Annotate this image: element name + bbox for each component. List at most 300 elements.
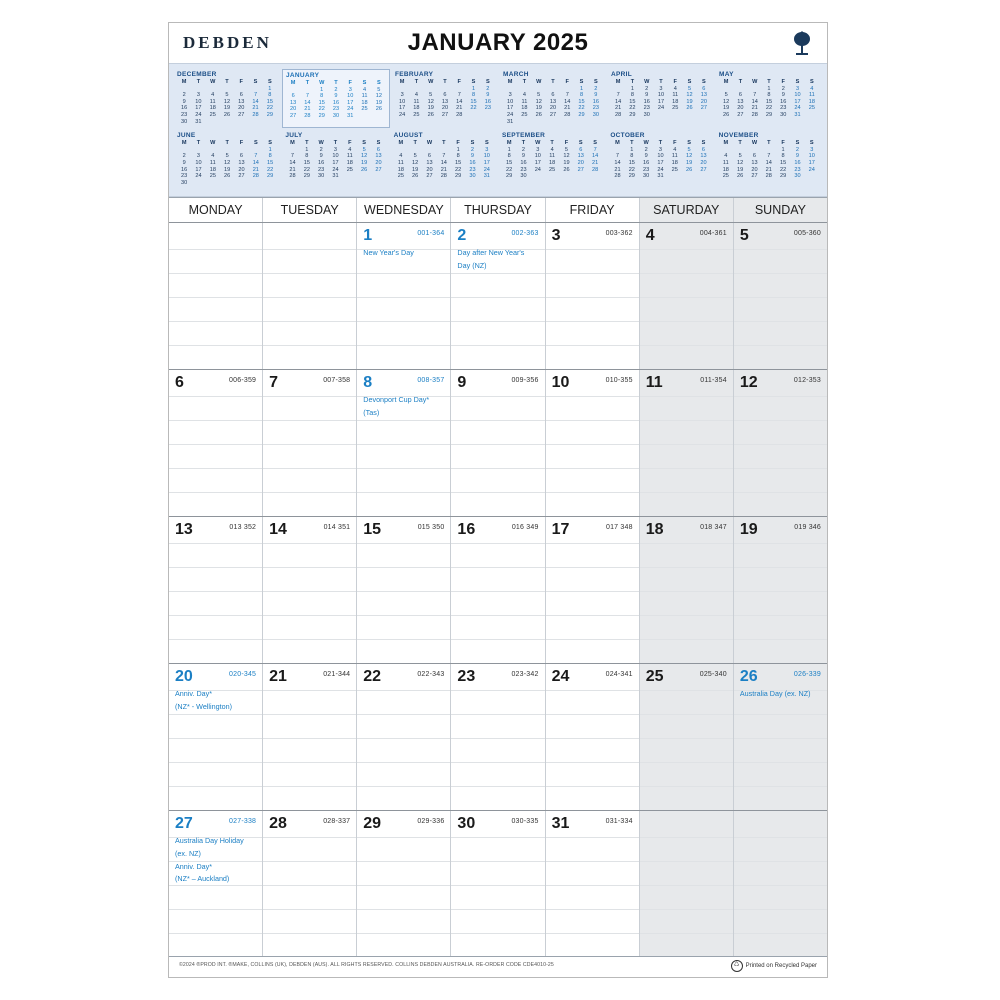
mini-day-cell: 28 <box>252 111 259 118</box>
mini-day-cell <box>191 86 205 93</box>
day-cell-7[interactable] <box>263 370 357 516</box>
mini-day-cell: 23 <box>520 166 527 173</box>
mini-day-cell <box>234 147 248 154</box>
mini-day-cell: 2 <box>182 153 186 160</box>
mini-day-cell: 4 <box>211 92 215 99</box>
mini-day-cell: 29 <box>267 173 274 180</box>
mini-day-cell: 10 <box>794 92 801 99</box>
mini-calendar-month-label: NOVEMBER <box>718 132 759 140</box>
mini-calendar-june <box>174 130 280 189</box>
mini-day-cell: 23 <box>469 166 476 173</box>
mini-weekday-initial: W <box>210 140 216 147</box>
mini-day-cell: 16 <box>469 159 476 166</box>
mini-day-cell: 26 <box>224 173 231 180</box>
mini-day-cell: 30 <box>643 173 650 180</box>
julian-day-count: 030-335 <box>511 818 539 826</box>
mini-day-cell: 17 <box>195 105 202 112</box>
mini-day-cell: 27 <box>426 173 433 180</box>
mini-day-cell: 25 <box>521 111 528 118</box>
mini-day-cell <box>248 86 262 93</box>
day-number: 5 <box>739 227 749 245</box>
mini-day-cell: 22 <box>470 105 477 112</box>
mini-day-cell: 15 <box>455 159 462 166</box>
julian-day-count: 011-354 <box>700 377 727 385</box>
mini-day-cell <box>409 86 423 93</box>
day-number: 22 <box>363 668 382 686</box>
mini-day-cell: 5 <box>225 153 229 160</box>
mini-day-cell: 19 <box>361 159 368 166</box>
mini-calendar-month-label: MAY <box>719 71 734 78</box>
day-cell-6[interactable] <box>169 370 263 516</box>
mini-day-cell <box>747 147 761 154</box>
weekday-header-tuesday: TUESDAY <box>263 198 357 222</box>
day-cell-19[interactable] <box>734 517 827 663</box>
mini-day-cell <box>545 173 559 180</box>
mini-day-cell <box>682 173 696 180</box>
mini-calendar-table <box>394 140 494 180</box>
day-number: 18 <box>645 521 664 539</box>
mini-day-cell: 17 <box>483 159 490 166</box>
mini-day-cell: 17 <box>195 166 202 173</box>
mini-weekday-initial: T <box>443 79 447 85</box>
mini-weekday-initial: F <box>457 79 461 85</box>
mini-day-cell: 5 <box>738 153 742 160</box>
mini-day-cell: 14 <box>751 98 758 105</box>
julian-day-count: 023-342 <box>511 671 539 679</box>
mini-day-cell: 26 <box>361 166 368 173</box>
mini-day-cell <box>610 147 624 154</box>
mini-day-cell: 1 <box>268 146 272 153</box>
event-list <box>363 247 446 260</box>
mini-day-cell: 14 <box>564 98 571 105</box>
day-cell-22[interactable] <box>357 664 451 810</box>
mini-day-cell: 7 <box>253 92 258 99</box>
day-number: 16 <box>457 521 476 539</box>
month-grid <box>169 222 827 957</box>
week-row <box>169 810 827 957</box>
mini-day-cell <box>532 86 546 93</box>
mini-day-cell: 3 <box>795 85 800 92</box>
mini-day-cell: 9 <box>644 153 648 160</box>
mini-day-cell: 4 <box>724 153 728 160</box>
mini-weekday-initial: M <box>723 140 729 147</box>
mini-day-cell: 19 <box>686 159 693 166</box>
mini-day-cell: 17 <box>794 98 801 105</box>
mini-day-cell: 26 <box>427 111 434 118</box>
mini-day-cell <box>611 86 625 93</box>
mini-day-cell: 13 <box>238 98 245 105</box>
mini-day-cell: 6 <box>291 93 295 100</box>
mini-day-cell: 21 <box>289 166 296 173</box>
mini-day-cell: 10 <box>507 98 514 105</box>
event-label: (Tas) <box>363 407 380 417</box>
day-cell-21[interactable] <box>263 664 357 810</box>
mini-weekday-initial: M <box>290 80 296 86</box>
mini-day-cell: 2 <box>795 146 799 153</box>
day-cell-2[interactable] <box>451 223 545 369</box>
mini-weekday-initial: W <box>210 79 216 85</box>
mini-day-cell <box>668 112 682 119</box>
mini-day-cell: 30 <box>794 173 801 180</box>
mini-day-cell: 25 <box>346 166 353 173</box>
mini-day-cell: 8 <box>305 153 309 160</box>
calendar-header <box>169 23 827 63</box>
mini-day-cell: 7 <box>616 92 620 99</box>
mini-day-cell: 23 <box>181 173 188 180</box>
mini-day-cell: 11 <box>671 153 678 160</box>
mini-day-cell: 19 <box>737 166 744 173</box>
mini-weekday-initial: M <box>290 140 295 147</box>
mini-day-cell: 14 <box>615 98 622 105</box>
mini-day-cell: 6 <box>702 85 706 92</box>
day-number: 6 <box>175 374 184 392</box>
mini-day-cell: 22 <box>765 105 773 112</box>
mini-weekday-initial: T <box>767 79 771 85</box>
julian-day-count: 013 352 <box>229 524 257 532</box>
day-cell-1[interactable] <box>357 223 451 369</box>
mini-weekday-initial: F <box>564 140 569 147</box>
year-overview <box>169 63 827 197</box>
mini-calendar-april <box>608 69 714 128</box>
mini-day-cell: 12 <box>223 98 231 105</box>
julian-day-count: 027-338 <box>229 818 257 826</box>
mini-day-cell: 17 <box>657 159 664 166</box>
mini-day-cell: 26 <box>737 173 744 180</box>
week-row <box>169 516 827 663</box>
mini-day-cell: 22 <box>780 166 787 173</box>
mini-day-cell: 6 <box>443 92 447 99</box>
recycled-paper-note <box>731 960 817 972</box>
julian-day-count: 001-364 <box>417 230 445 238</box>
recycle-icon: ♺ <box>731 960 743 972</box>
day-number: 2 <box>457 227 467 245</box>
mini-weekday-initial: W <box>752 79 758 85</box>
mini-day-cell: 30 <box>181 179 188 186</box>
mini-day-cell: 21 <box>440 166 447 173</box>
day-cell-24[interactable] <box>546 664 640 810</box>
day-cell-16[interactable] <box>451 517 545 663</box>
mini-day-cell: 12 <box>361 153 368 160</box>
mini-day-cell: 10 <box>534 153 541 160</box>
julian-day-count: 031-334 <box>605 818 633 826</box>
mini-day-cell: 27 <box>577 166 584 173</box>
mini-day-cell: 27 <box>549 111 557 118</box>
mini-day-cell: 2 <box>182 92 186 99</box>
mini-day-cell: 25 <box>413 111 420 118</box>
day-cell-3[interactable] <box>546 223 640 369</box>
mini-day-cell: 20 <box>441 105 449 112</box>
weekday-header-saturday: SATURDAY <box>640 198 734 222</box>
mini-day-cell: 23 <box>780 105 787 112</box>
mini-day-cell: 1 <box>579 85 584 92</box>
mini-day-cell <box>589 119 603 126</box>
mini-day-cell: 7 <box>442 153 446 160</box>
event-list <box>175 688 258 713</box>
day-cell-26[interactable] <box>734 664 827 810</box>
mini-day-cell <box>285 147 299 154</box>
julian-day-count: 017 348 <box>605 524 633 532</box>
mini-day-cell: 17 <box>534 159 541 166</box>
mini-day-cell <box>206 119 220 126</box>
mini-day-cell <box>343 173 357 180</box>
day-cell-14[interactable] <box>263 517 357 663</box>
mini-weekday-initial: S <box>485 79 490 85</box>
mini-day-cell: 29 <box>765 111 773 118</box>
mini-weekday-initial: S <box>687 140 691 147</box>
mini-day-cell: 31 <box>657 173 664 180</box>
mini-day-cell: 17 <box>808 159 815 166</box>
mini-day-cell: 10 <box>195 159 202 166</box>
mini-day-cell: 16 <box>520 159 527 166</box>
day-cell-5[interactable] <box>734 223 827 369</box>
mini-weekday-initial: W <box>643 140 649 147</box>
mini-day-cell: 4 <box>399 153 403 160</box>
mini-day-cell: 4 <box>810 85 814 92</box>
mini-weekday-initial: M <box>181 79 187 85</box>
mini-day-cell: 8 <box>320 93 324 100</box>
day-cell-4[interactable] <box>640 223 734 369</box>
mini-day-cell <box>805 173 819 180</box>
mini-day-cell: 12 <box>563 153 570 160</box>
mini-day-cell: 24 <box>808 166 815 173</box>
mini-day-cell: 6 <box>376 146 381 153</box>
mini-day-cell: 15 <box>318 99 325 106</box>
mini-day-cell: 28 <box>304 112 311 119</box>
mini-day-cell: 23 <box>592 105 599 112</box>
mini-day-cell: 3 <box>196 92 200 99</box>
day-cell-11[interactable] <box>640 370 734 516</box>
mini-day-cell: 2 <box>334 86 338 93</box>
day-cell-20[interactable] <box>169 664 263 810</box>
mini-day-cell: 30 <box>643 111 650 118</box>
mini-day-cell <box>559 173 573 180</box>
mini-day-cell: 5 <box>564 146 569 153</box>
mini-day-cell: 3 <box>536 146 540 153</box>
mini-day-cell: 11 <box>521 98 528 105</box>
mini-weekday-initial: S <box>593 79 598 85</box>
mini-day-cell: 21 <box>615 105 622 112</box>
mini-day-cell: 26 <box>686 105 693 112</box>
mini-day-cell: 10 <box>195 98 202 105</box>
mini-day-cell: 15 <box>628 159 635 166</box>
mini-day-cell <box>532 119 546 126</box>
mini-day-cell: 18 <box>361 99 368 106</box>
mini-calendar-august <box>391 130 497 189</box>
mini-day-cell: 29 <box>506 173 513 180</box>
mini-day-cell: 17 <box>399 105 406 112</box>
mini-day-cell <box>719 86 733 93</box>
day-number: 1 <box>363 227 373 245</box>
mini-day-cell: 11 <box>209 159 216 166</box>
mini-calendar-month-label: MARCH <box>503 71 529 78</box>
mini-day-cell: 20 <box>751 166 758 173</box>
mini-day-cell: 19 <box>375 99 382 106</box>
day-number: 31 <box>551 815 570 833</box>
day-cell-25[interactable] <box>640 664 734 810</box>
mini-day-cell: 25 <box>397 173 404 180</box>
day-cell-9[interactable] <box>451 370 545 516</box>
day-number: 28 <box>269 815 287 833</box>
mini-day-cell: 8 <box>471 92 476 99</box>
mini-day-cell: 5 <box>537 92 541 99</box>
mini-day-cell <box>300 87 314 94</box>
mini-day-cell <box>371 173 385 180</box>
mini-day-cell: 22 <box>266 105 273 112</box>
julian-day-count: 025-340 <box>699 671 727 679</box>
day-cell-empty[interactable] <box>734 811 827 957</box>
day-cell-27[interactable] <box>169 811 263 957</box>
mini-calendar-table <box>719 79 819 119</box>
mini-day-cell <box>263 119 277 126</box>
mini-day-cell: 1 <box>767 85 771 92</box>
julian-day-count: 003-362 <box>605 230 633 238</box>
weekday-header-thursday: THURSDAY <box>451 198 545 222</box>
day-cell-23[interactable] <box>451 664 545 810</box>
julian-day-count: 009-356 <box>511 377 539 385</box>
weekday-header-wednesday: WEDNESDAY <box>357 198 451 222</box>
mini-day-cell: 8 <box>630 153 634 160</box>
weekday-header-row <box>169 197 827 222</box>
day-cell-30[interactable] <box>451 811 545 957</box>
mini-day-cell <box>574 173 588 180</box>
mini-day-cell: 22 <box>628 166 635 173</box>
day-number: 17 <box>551 521 570 539</box>
mini-weekday-initial: T <box>442 140 446 147</box>
mini-day-cell <box>654 112 668 119</box>
mini-day-cell: 29 <box>266 111 273 118</box>
mini-weekday-initial: T <box>738 79 743 85</box>
mini-day-cell: 21 <box>751 105 758 112</box>
mini-day-cell: 3 <box>400 92 404 99</box>
mini-day-cell: 26 <box>412 173 419 180</box>
mini-weekday-initial: W <box>426 140 433 147</box>
mini-day-cell: 18 <box>209 105 216 112</box>
mini-day-cell: 24 <box>195 173 202 180</box>
mini-day-cell <box>177 147 191 154</box>
mini-day-cell: 6 <box>701 146 706 153</box>
mini-weekday-initial: W <box>536 79 542 85</box>
mini-weekday-initial: T <box>196 140 201 147</box>
mini-day-cell <box>517 86 531 93</box>
mini-day-cell: 10 <box>399 98 406 105</box>
mini-day-cell: 13 <box>290 99 297 106</box>
mini-day-cell: 15 <box>578 98 585 105</box>
mini-day-cell: 3 <box>196 153 201 160</box>
mini-day-cell: 16 <box>332 99 340 106</box>
day-cell-empty[interactable] <box>263 223 357 369</box>
mini-day-cell: 24 <box>195 111 202 118</box>
mini-day-cell: 30 <box>318 173 325 180</box>
mini-day-cell: 18 <box>808 98 815 105</box>
day-cell-18[interactable] <box>640 517 734 663</box>
mini-day-cell: 8 <box>507 153 511 160</box>
mini-day-cell: 1 <box>507 146 511 153</box>
mini-day-cell: 28 <box>564 111 571 118</box>
mini-weekday-initial: M <box>615 79 621 85</box>
day-cell-31[interactable] <box>546 811 640 957</box>
mini-weekday-initial: T <box>522 79 527 85</box>
mini-weekday-initial: F <box>781 79 785 85</box>
day-number: 7 <box>269 374 279 392</box>
mini-day-cell: 21 <box>564 105 571 112</box>
mini-day-cell <box>531 173 545 180</box>
mini-day-cell: 4 <box>414 92 418 99</box>
mini-calendar-table <box>285 140 385 180</box>
mini-day-cell: 25 <box>209 111 216 118</box>
day-cell-empty[interactable] <box>640 811 734 957</box>
mini-day-cell: 13 <box>737 98 744 105</box>
day-cell-empty[interactable] <box>169 223 263 369</box>
day-number: 30 <box>457 815 476 833</box>
mini-day-cell: 9 <box>594 92 598 99</box>
mini-day-cell: 11 <box>346 153 353 160</box>
mini-day-cell: 10 <box>808 153 815 160</box>
event-list <box>175 835 258 885</box>
mini-day-cell <box>394 147 408 154</box>
mini-day-cell: 31 <box>507 118 514 125</box>
day-number: 23 <box>457 668 476 686</box>
mini-day-cell: 8 <box>268 153 272 160</box>
mini-weekday-initial: F <box>239 79 243 85</box>
day-cell-17[interactable] <box>546 517 640 663</box>
day-cell-8[interactable] <box>357 370 451 516</box>
mini-day-cell: 28 <box>289 173 296 180</box>
day-cell-13[interactable] <box>169 517 263 663</box>
day-cell-12[interactable] <box>734 370 827 516</box>
event-list <box>363 394 446 419</box>
day-cell-28[interactable] <box>263 811 357 957</box>
mini-weekday-initial: S <box>376 80 381 86</box>
mini-day-cell: 24 <box>657 166 664 173</box>
mini-day-cell: 30 <box>780 111 787 118</box>
mini-day-cell: 12 <box>412 159 419 166</box>
mini-day-cell: 2 <box>594 85 598 92</box>
mini-weekday-initial: T <box>767 140 771 147</box>
mini-day-cell <box>560 86 574 93</box>
julian-day-count: 021-344 <box>323 671 351 679</box>
week-row <box>169 663 827 810</box>
mini-day-cell: 13 <box>426 159 433 166</box>
mini-day-cell: 7 <box>615 153 620 160</box>
day-cell-10[interactable] <box>546 370 640 516</box>
mini-day-cell: 3 <box>810 146 814 153</box>
mini-day-cell: 27 <box>375 166 382 173</box>
day-cell-15[interactable] <box>357 517 451 663</box>
calendar-sheet <box>168 22 828 978</box>
day-cell-29[interactable] <box>357 811 451 957</box>
mini-day-cell: 11 <box>413 98 420 105</box>
mini-day-cell: 29 <box>629 111 636 118</box>
mini-calendar-may <box>716 69 822 128</box>
mini-day-cell: 28 <box>440 173 447 180</box>
mini-day-cell <box>466 112 480 119</box>
mini-weekday-initial: T <box>659 79 663 85</box>
mini-day-cell: 16 <box>181 105 188 112</box>
mini-day-cell <box>191 147 205 154</box>
mini-weekday-initial: W <box>751 140 758 147</box>
mini-day-cell: 5 <box>225 92 229 99</box>
mini-weekday-initial: T <box>305 140 309 147</box>
event-label: Anniv. Day* <box>175 861 213 871</box>
mini-day-cell: 13 <box>549 98 557 105</box>
mini-day-cell: 7 <box>305 93 309 100</box>
mini-day-cell: 22 <box>455 166 462 173</box>
mini-day-cell: 15 <box>765 98 773 105</box>
weekday-header-friday: FRIDAY <box>546 198 640 222</box>
mini-day-cell <box>249 180 263 187</box>
day-number: 11 <box>645 374 663 392</box>
mini-day-cell: 2 <box>781 85 785 92</box>
